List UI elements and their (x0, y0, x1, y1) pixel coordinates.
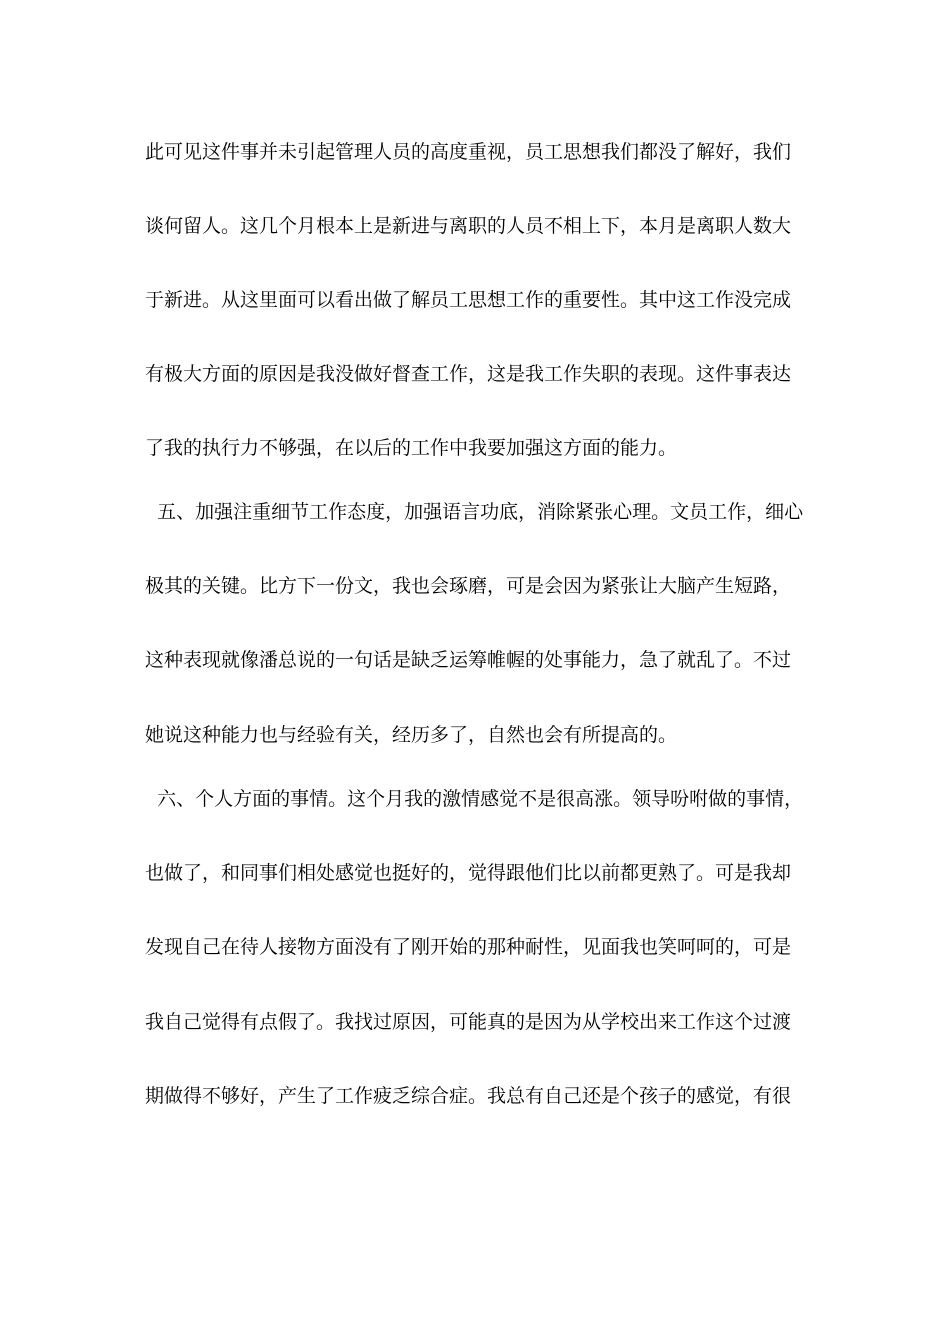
text-line: 这种表现就像潘总说的一句话是缺乏运筹帷幄的处事能力，急了就乱了。不过 (145, 649, 792, 671)
text-line: 她说这种能力也与经验有关，经历多了，自然也会有所提高的。 (145, 724, 678, 746)
text-line: 期做得不够好，产生了工作疲乏综合症。我总有自己还是个孩子的感觉，有很 (145, 1085, 792, 1107)
text-line: 我自己觉得有点假了。我找过原因，可能真的是因为从学校出来工作这个过渡 (145, 1011, 792, 1033)
text-line: 也做了，和同事们相处感觉也挺好的，觉得跟他们比以前都更熟了。可是我却 (145, 862, 792, 884)
text-line: 有极大方面的原因是我没做好督查工作，这是我工作失职的表现。这件事表达 (145, 363, 792, 385)
text-line: 了我的执行力不够强，在以后的工作中我要加强这方面的能力。 (145, 437, 678, 459)
paragraph-heading-line: 六、个人方面的事情。这个月我的激情感觉不是很高涨。领导吩咐做的事情， (145, 788, 804, 810)
text-line: 极其的关键。比方下一份文，我也会琢磨，可是会因为紧张让大脑产生短路， (145, 575, 792, 597)
text-line: 此可见这件事并未引起管理人员的高度重视，员工思想我们都没了解好，我们 (145, 141, 792, 163)
text-line: 发现自己在待人接物方面没有了刚开始的那种耐性，见面我也笑呵呵的，可是 (145, 936, 792, 958)
paragraph-heading-line: 五、加强注重细节工作态度，加强语言功底，消除紧张心理。文员工作，细心 (145, 501, 804, 523)
text-line: 谈何留人。这几个月根本上是新进与离职的人员不相上下，本月是离职人数大 (145, 215, 792, 237)
text-line: 于新进。从这里面可以看出做了解员工思想工作的重要性。其中这工作没完成 (145, 289, 792, 311)
